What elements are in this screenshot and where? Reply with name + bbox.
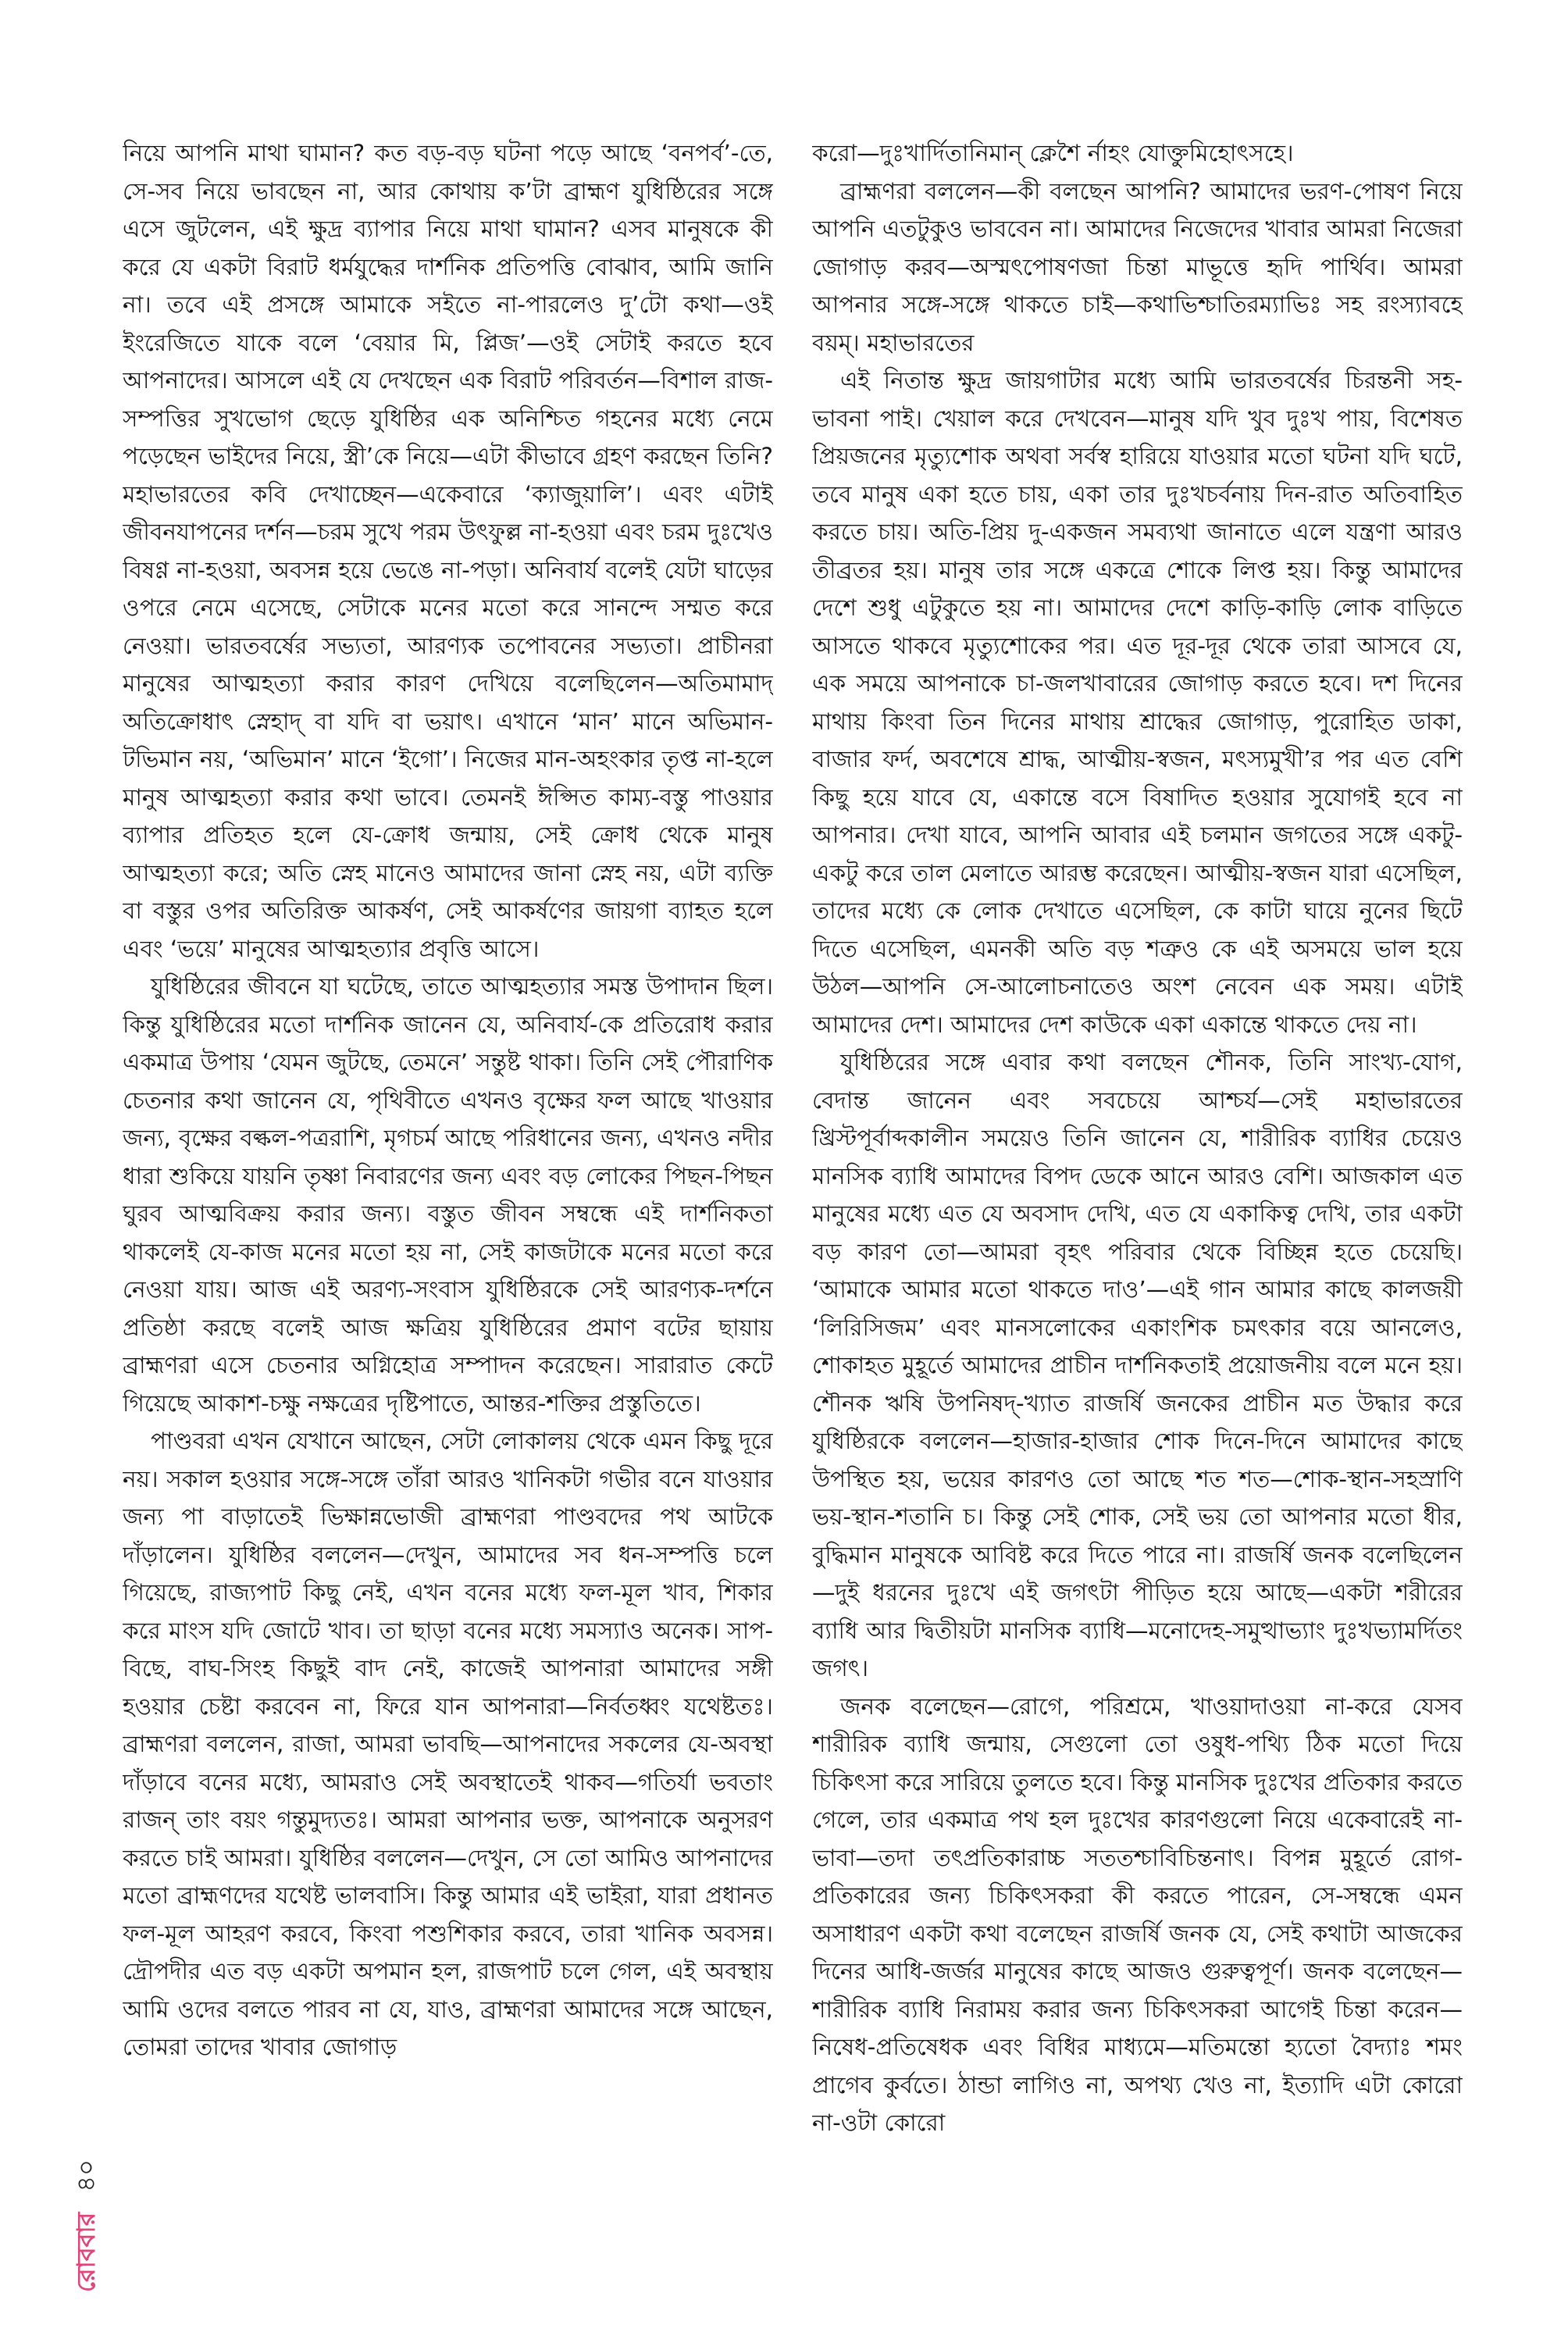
paragraph: পাণ্ডবরা এখন যেখানে আছেন, সেটা লোকালয় থেকে এমন কিছু দূরে নয়। সকাল হওয়ার সঙ্গে-সঙ্গে তাঁরা আরও খানিকটা গভীর বনে যাওয়ার জন্য পা বাড়াতেই ভিক্ষান্নভোজী ব্রাহ্মণরা পাণ্ডবদের পথ আটকে দাঁড়ালেন। যুধিষ্ঠির বললেন—দেখুন, আমাদের সব ধন-সম্পত্তি চলে গিয়েছে, রাজ্যপাট কিছু নেই, এখন বনের মধ্যে ফল-মূল খাব, শিকার করে মাংস যদি জোটে খাব। তা ছাড়া বনের মধ্যে সমস্যাও অনেক। সাপ-বিছে, বাঘ-সিংহ কিছুই বাদ নেই, কাজেই আপনারা আমাদের সঙ্গী হওয়ার চেষ্টা করবেন না, ফিরে যান আপনারা—নির্বতধ্বং যথেষ্টতঃ। ব্রাহ্মণরা বললেন, রাজা, আমরা ভাবছি—আপনাদের সকলের যে-অবস্থা দাঁড়াবে বনের মধ্যে, আমরাও সেই অবস্থাতেই থাকব—গতির্যা ভবতাং রাজন্ তাং বয়ং গন্তুমুদ্যতঃ। আমরা আপনার ভক্ত, আপনাকে অনুসরণ করতে চাই আমরা। যুধিষ্ঠির বললেন—দেখুন, সে তো আমিও আপনাদের মতো ব্রাহ্মণদের যথেষ্ট ভালবাসি। কিন্তু আমার এই ভাইরা, যারা প্রধানত ফল-মূল আহরণ করবে, কিংবা পশুশিকার করবে, তারা খানিক অবসন্ন। দ্রৌপদীর এত বড় একটা অপমান হল, রাজপাট চলে গেল, এই অবস্থায় আমি ওদের বলতে পারব না যে, যাও, ব্রাহ্মণরা আমাদের সঙ্গে আছেন, তোমরা তাদের খাবার জোগাড় (123, 1428, 773, 2060)
paragraph: জনক বলেছেন—রোগে, পরিশ্রমে, খাওয়াদাওয়া না-করে যেসব শারীরিক ব্যাধি জন্মায়, সেগুলো তো ওষুধ-পথ্যি ঠিক মতো দিয়ে চিকিৎসা করে সারিয়ে তুলতে হবে। কিন্তু মানসিক দুঃখের প্রতিকার করতে গেলে, তার একমাত্র পথ হল দুঃখের কারণগুলো নিয়ে একেবারেই না-ভাবা—তদা তৎপ্রতিকারাচ্চ সততশ্চাবিচিন্তনাৎ। বিপন্ন মুহূর্তে রোগ-প্রতিকারের জন্য চিকিৎসকরা কী করতে পারেন, সে-সম্বন্ধে এমন অসাধারণ একটা কথা বলেছেন রাজর্ষি জনক যে, সেই কথাটা আজকের দিনের আধি-জর্জর মানুষের কাছে আজও গুরুত্বপূর্ণ। জনক বলেছেন—শারীরিক ব্যাধি নিরাময় করার জন্য চিকিৎসকরা আগেই চিন্তা করেন—নিষেধ-প্রতিষেধক এবং বিধির মাধ্যমে—মতিমন্তো হ্যতো বৈদ্যাঃ শমং প্রাগেব কুর্বতে। ঠান্ডা লাগিও না, অপথ্য খেও না, ইত্যাদি এটা কোরো না-ওটা কোরো (812, 1692, 1463, 2136)
page-footer (67, 2105, 108, 2292)
page-number: ৪০ (71, 2159, 101, 2192)
left-text-column (123, 134, 773, 2305)
paragraph: নিয়ে আপনি মাথা ঘামান? কত বড়-বড় ঘটনা পড়ে আছে ‘বনপর্ব’-তে, সে-সব নিয়ে ভাবছেন না, আর কোথায় ক’টা ব্রাহ্মণ যুধিষ্ঠিরের সঙ্গে এসে জুটলেন, এই ক্ষুদ্র ব্যাপার নিয়ে মাথা ঘামান? এসব মানুষকে কী করে যে একটা বিরাট ধর্মযুদ্ধের দার্শনিক প্রতিপত্তি বোঝাব, আমি জানি না। তবে এই প্রসঙ্গে আমাকে সইতে না-পারলেও দু’টো কথা—ওই ইংরেজিতে যাকে বলে ‘বেয়ার মি, প্লিজ’—ওই সেটাই করতে হবে আপনাদের। আসলে এই যে দেখছেন এক বিরাট পরিবর্তন—বিশাল রাজ-সম্পত্তির সুখভোগ ছেড়ে যুধিষ্ঠির এক অনিশ্চিত গহনের মধ্যে নেমে পড়েছেন ভাইদের নিয়ে, স্ত্রী’কে নিয়ে—এটা কীভাবে গ্রহণ করছেন তিনি? মহাভারতের কবি দেখাচ্ছেন—একেবারে ‘ক্যাজুয়ালি’। এবং এটাই জীবনযাপনের দর্শন—চরম সুখে পরম উৎফুল্ল না-হওয়া এবং চরম দুঃখেও বিষণ্ণ না-হওয়া, অবসন্ন হয়ে ভেঙে না-পড়া। অনিবার্য বলেই যেটা ঘাড়ের ওপরে নেমে এসেছে, সেটাকে মনের মতো করে সানন্দে সম্মত করে নেওয়া। ভারতবর্ষের সভ্যতা, আরণ্যক তপোবনের সভ্যতা। প্রাচীনরা মানুষের আত্মহত্যা করার কারণ দেখিয়ে বলেছিলেন—অতিমামাদ্ অতিক্রোধাৎ স্নেহাদ্ বা যদি বা ভয়াৎ। এখানে ‘মান’ মানে অভিমান-টভিমান নয়, ‘অভিমান’ মানে ‘ইগো’। নিজের মান-অহংকার তৃপ্ত না-হলে মানুষ আত্মহত্যা করার কথা ভাবে। তেমনই ঈপ্সিত কাম্য-বস্তু পাওয়ার ব্যাপার প্রতিহত হলে যে-ক্রোধ জন্মায়, সেই ক্রোধ থেকে মানুষ আত্মহত্যা করে; অতি স্নেহ মানেও আমাদের জানা স্নেহ নয়, এটা ব্যক্তি বা বস্তুর ওপর অতিরিক্ত আকর্ষণ, সেই আকর্ষণের জায়গা ব্যাহত হলে এবং ‘ভয়ে’ মানুষের আত্মহত্যার প্রবৃত্তি আসে। (123, 140, 773, 962)
paragraph: ব্রাহ্মণরা বললেন—কী বলছেন আপনি? আমাদের ভরণ-পোষণ নিয়ে আপনি এতটুকুও ভাববেন না। আমাদের নিজেদের খাবার আমরা নিজেরা জোগাড় করব—অস্মৎপোষণজা চিন্তা মাভূত্তে হৃদি পার্থিব। আমরা আপনার সঙ্গে-সঙ্গে থাকতে চাই—কথাভিশ্চাতিরম্যাভিঃ সহ রংস্যাবহে বয়ম্। মহাভারতের (812, 177, 1463, 356)
paragraph: এই নিতান্ত ক্ষুদ্র জায়গাটার মধ্যে আমি ভারতবর্ষের চিরন্তনী সহ-ভাবনা পাই। খেয়াল করে দেখবেন—মানুষ যদি খুব দুঃখ পায়, বিশেষত প্রিয়জনের মৃত্যুশোক অথবা সর্বস্ব হারিয়ে যাওয়ার মতো ঘটনা যদি ঘটে, তবে মানুষ একা হতে চায়, একা তার দুঃখচর্বনায় দিন-রাত অতিবাহিত করতে চায়। অতি-প্রিয় দু-একজন সমব্যথা জানাতে এলে যন্ত্রণা আরও তীব্রতর হয়। মানুষ তার সঙ্গে একত্রে শোকে লিপ্ত হয়। কিন্তু আমাদের দেশে শুধু এটুকুতে হয় না। আমাদের দেশে কাড়ি-কাড়ি লোক বাড়িতে আসতে থাকবে মৃত্যুশোকের পর। এত দূর-দূর থেকে তারা আসবে যে, এক সময়ে আপনাকে চা-জলখাবারের জোগাড় করতে হবে। দশ দিনের মাথায় কিংবা তিন দিনের মাথায় শ্রাদ্ধের জোগাড়, পুরোহিত ডাকা, বাজার ফর্দ, অবশেষে শ্রাদ্ধ, আত্মীয়-স্বজন, মৎস্যমুখী’র পর এত বেশি কিছু হয়ে যাবে যে, একান্তে বসে বিষাদিত হওয়ার সুযোগই হবে না আপনার। দেখা যাবে, আপনি আবার এই চলমান জগতের সঙ্গে একটু-একটু করে তাল মেলাতে আরম্ভ করেছেন। আত্মীয়-স্বজন যারা এসেছিল, তাদের মধ্যে কে লোক দেখাতে এসেছিল, কে কাটা ঘায়ে নুনের ছিটে দিতে এসেছিল, এমনকী অতি বড় শত্রুও কে এই অসময়ে ভাল হয়ে উঠল—আপনি সে-আলোচনাতেও অংশ নেবেন এক সময়। এটাই আমাদের দেশ। আমাদের দেশ কাউকে একা একান্তে থাকতে দেয় না। (812, 367, 1463, 1038)
right-text-column (812, 134, 1463, 2305)
paragraph: যুধিষ্ঠিরের জীবনে যা ঘটেছে, তাতে আত্মহত্যার সমস্ত উপাদান ছিল। কিন্তু যুধিষ্ঠিরের মতো দার্শনিক জানেন যে, অনিবার্য-কে প্রতিরোধ করার একমাত্র উপায় ‘যেমন জুটছে, তেমনে’ সন্তুষ্ট থাকা। তিনি সেই পৌরাণিক চেতনার কথা জানেন যে, পৃথিবীতে এখনও বৃক্ষের ফল আছে খাওয়ার জন্য, বৃক্ষের বল্কল-পত্ররাশি, মৃগচর্ম আছে পরিধানের জন্য, এখনও নদীর ধারা শুকিয়ে যায়নি তৃষ্ণা নিবারণের জন্য এবং বড় লোকের পিছন-পিছন ঘুরব আত্মবিক্রয় করার জন্য। বস্তুত জীবন সম্বন্ধে এই দার্শনিকতা থাকলেই যে-কাজ মনের মতো হয় না, সেই কাজটাকে মনের মতো করে নেওয়া যায়। আজ এই অরণ্য-সংবাস যুধিষ্ঠিরকে সেই আরণ্যক-দর্শনে প্রতিষ্ঠা করছে বলেই আজ ক্ষত্রিয় যুধিষ্ঠিরের প্রমাণ বটের ছায়ায় ব্রাহ্মণরা এসে চেতনার অগ্নিহোত্র সম্পাদন করেছেন। সারারাত কেটে গিয়েছে আকাশ-চক্ষু নক্ষত্রের দৃষ্টিপাতে, আন্তর-শক্তির প্রস্তুতিতে। (123, 973, 773, 1417)
paragraph: করো—দুঃখার্দিতানিমান্ ক্লেশৈ র্নাহং যোক্তুমিহোৎসহে। (812, 140, 1294, 166)
paragraph: যুধিষ্ঠিরের সঙ্গে এবার কথা বলছেন শৌনক, তিনি সাংখ্য-যোগ, বেদান্ত জানেন এবং সবচেয়ে আশ্চর্য—সেই মহাভারতের খ্রিস্টপূর্বাব্দকালীন সময়েও তিনি জানেন যে, শারীরিক ব্যাধির চেয়েও মানসিক ব্যাধি আমাদের বিপদ ডেকে আনে আরও বেশি। আজকাল এত মানুষের মধ্যে এত যে অবসাদ দেখি, এত যে একাকিত্ব দেখি, তার একটা বড় কারণ তো—আমরা বৃহৎ পরিবার থেকে বিচ্ছিন্ন হতে চেয়েছি। ‘আমাকে আমার মতো থাকতে দাও’—এই গান আমার কাছে কালজয়ী ‘লিরিসিজম’ এবং মানসলোকের একাংশিক চমৎকার বয়ে আনলেও, শোকাহত মুহূর্তে আমাদের প্রাচীন দার্শনিকতাই প্রয়োজনীয় বলে মনে হয়। শৌনক ঋষি উপনিষদ্-খ্যাত রাজর্ষি জনকের প্রাচীন মত উদ্ধার করে যুধিষ্ঠিরকে বললেন—হাজার-হাজার শোক দিনে-দিনে আমাদের কাছে উপস্থিত হয়, ভয়ের কারণও তো আছে শত শত—শোক-স্থান-সহস্রাণি ভয়-স্থান-শতানি চ। কিন্তু সেই শোক, সেই ভয় তো আপনার মতো ধীর, বুদ্ধিমান মানুষকে আবিষ্ট করে দিতে পারে না। রাজর্ষি জনক বলেছিলেন—দুই ধরনের দুঃখে এই জগৎটা পীড়িত হয়ে আছে—একটা শরীরের ব্যাধি আর দ্বিতীয়টা মানসিক ব্যাধি—মনোদেহ-সমুত্থাভ্যাং দুঃখভ্যামর্দিতং জগৎ। (812, 1049, 1463, 1681)
magazine-name: রোববার (71, 2212, 101, 2292)
